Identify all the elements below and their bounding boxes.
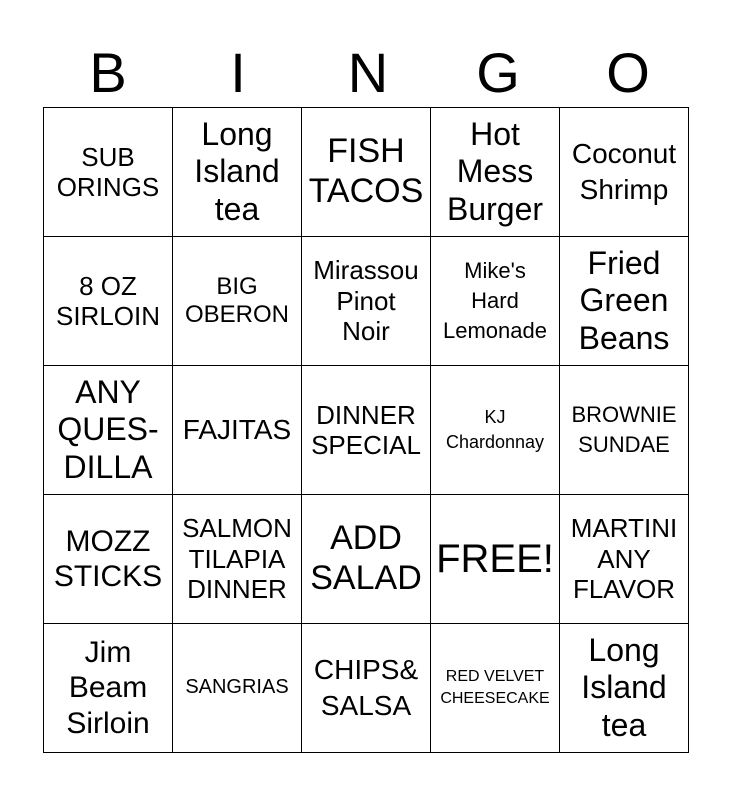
bingo-cell-label: RED VELVET CHEESECAKE (440, 667, 550, 707)
bingo-cell[interactable] (560, 366, 689, 495)
header-letter-o: O (606, 41, 650, 104)
bingo-row (44, 237, 689, 366)
bingo-cell[interactable] (173, 495, 302, 624)
bingo-header (43, 40, 693, 106)
bingo-cell-label: Hot Mess Burger (446, 115, 544, 227)
bingo-cell[interactable] (173, 624, 302, 753)
bingo-cell[interactable] (431, 495, 560, 624)
bingo-cell[interactable] (173, 108, 302, 237)
bingo-cell-label: ADD SALAD (310, 519, 422, 597)
bingo-grid (43, 107, 689, 753)
bingo-cell-label: ANY QUES- DILLA (57, 373, 159, 485)
header-letter-g: G (476, 41, 520, 104)
bingo-cell[interactable] (431, 237, 560, 366)
bingo-cell-label: BIG OBERON (184, 272, 289, 328)
bingo-cell-label: Long Island tea (194, 115, 280, 227)
bingo-cell-label: MARTINI ANY FLAVOR (570, 513, 678, 605)
bingo-row (44, 108, 689, 237)
bingo-cell[interactable] (44, 495, 173, 624)
bingo-cell[interactable] (302, 624, 431, 753)
bingo-cell-label: DINNER SPECIAL (311, 399, 421, 460)
bingo-cell[interactable] (44, 624, 173, 753)
bingo-cell-label: CHIPS& SALSA (313, 653, 419, 721)
bingo-cell[interactable] (302, 366, 431, 495)
bingo-cell[interactable] (560, 237, 689, 366)
bingo-cell[interactable] (302, 237, 431, 366)
bingo-row (44, 366, 689, 495)
bingo-cell[interactable] (173, 366, 302, 495)
bingo-row (44, 495, 689, 624)
bingo-cell-label: FISH TACOS (308, 132, 424, 210)
bingo-cell[interactable] (44, 108, 173, 237)
bingo-cell[interactable] (44, 366, 173, 495)
bingo-cell-label: FAJITAS (182, 413, 292, 445)
bingo-cell[interactable] (431, 366, 560, 495)
bingo-cell-label: Mike's Hard Lemonade (443, 258, 547, 343)
bingo-cell[interactable] (302, 495, 431, 624)
bingo-cell-label: Mirassou Pinot Noir (313, 255, 419, 347)
bingo-cell-label: KJ Chardonnay (445, 406, 545, 452)
bingo-cell[interactable] (560, 495, 689, 624)
bingo-cell-label: SANGRIAS (185, 676, 289, 699)
header-letter-n: N (347, 41, 389, 104)
header-letter-b: B (89, 41, 127, 104)
bingo-cell-label: 8 OZ SIRLOIN (55, 270, 161, 331)
bingo-cell[interactable] (431, 108, 560, 237)
bingo-cell-label: BROWNIE SUNDAE (571, 402, 677, 457)
header-letter-i: I (230, 41, 246, 104)
bingo-cell-label: MOZZ STICKS (53, 524, 163, 593)
bingo-cell[interactable] (173, 237, 302, 366)
bingo-cell-label: SALMON TILAPIA DINNER (182, 513, 292, 605)
bingo-cell[interactable] (431, 624, 560, 753)
bingo-cell-label: Coconut Shrimp (571, 137, 677, 205)
bingo-cell-label: SUB ORINGS (56, 141, 160, 202)
bingo-cell[interactable] (302, 108, 431, 237)
bingo-cell[interactable] (44, 237, 173, 366)
bingo-cell-label: Long Island tea (581, 631, 667, 743)
bingo-row (44, 624, 689, 753)
bingo-cell-label: FREE! (436, 536, 554, 581)
bingo-cell-label: Fried Green Beans (578, 244, 670, 356)
bingo-cell[interactable] (560, 108, 689, 237)
bingo-cell-label: Jim Beam Sirloin (66, 636, 150, 740)
bingo-cell[interactable] (560, 624, 689, 753)
